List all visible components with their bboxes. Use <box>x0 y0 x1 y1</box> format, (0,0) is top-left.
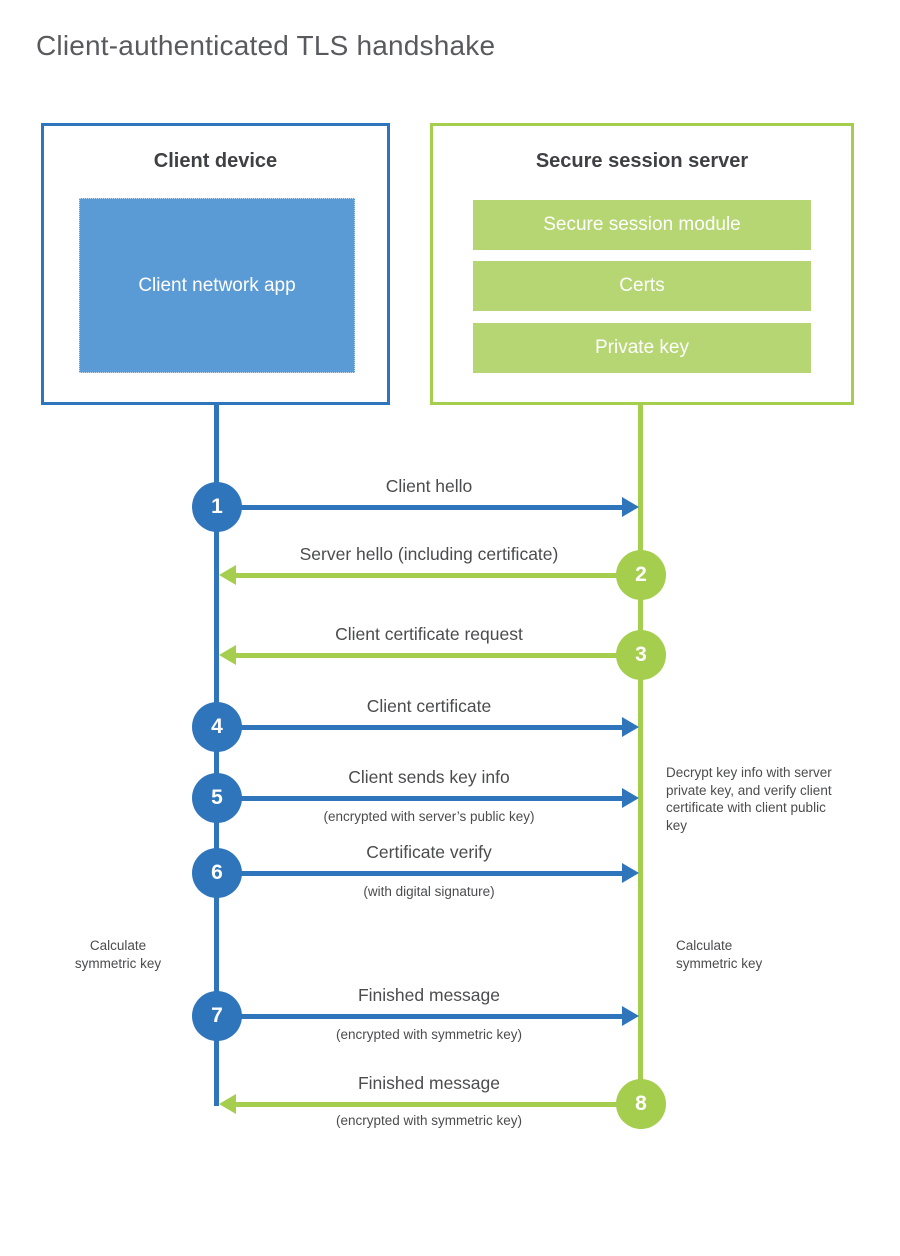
step-number-6: 6 <box>211 861 223 884</box>
client-network-app-label: Client network app <box>138 274 296 296</box>
message-label-4: Client certificate <box>366 696 492 716</box>
message-label-1: Client hello <box>385 476 473 496</box>
step-circle-3 <box>616 630 666 680</box>
client-device-box <box>41 123 390 405</box>
step-number-4: 4 <box>211 715 223 738</box>
step-circle-6 <box>192 848 242 898</box>
step-circle-5 <box>192 773 242 823</box>
decrypt-note: Decrypt key info with server private key, and verify client certificate with client public key <box>666 765 832 833</box>
arrow-head-left-icon <box>219 645 236 665</box>
server-module-private-key: Private key <box>473 323 811 373</box>
step-circle-7 <box>192 991 242 1041</box>
arrow-line-7 <box>240 1014 623 1019</box>
server-module-secure-session: Secure session module <box>473 200 811 250</box>
arrow-head-right-icon <box>622 717 639 737</box>
step-number-2: 2 <box>635 563 647 586</box>
arrow-line-8 <box>235 1102 618 1107</box>
calculate-symmetric-key-note-server: Calculate symmetric key <box>676 938 763 971</box>
message-label-2: Server hello (including certificate) <box>299 544 559 564</box>
step-number-5: 5 <box>211 786 223 809</box>
page-title: Client-authenticated TLS handshake <box>36 30 496 61</box>
step-number-1: 1 <box>211 495 223 518</box>
message-sublabel-6: (with digital signature) <box>363 884 495 899</box>
arrow-head-right-icon <box>622 1006 639 1026</box>
arrow-line-2 <box>235 573 618 578</box>
message-label-3: Client certificate request <box>335 624 523 644</box>
arrow-line-5 <box>240 796 623 801</box>
step-number-3: 3 <box>635 643 647 666</box>
arrow-head-right-icon <box>622 497 639 517</box>
arrow-head-left-icon <box>219 565 236 585</box>
message-label-8: Finished message <box>357 1073 501 1093</box>
step-circle-2 <box>616 550 666 600</box>
arrow-line-3 <box>235 653 618 658</box>
client-device-heading: Client device <box>153 150 278 172</box>
step-circle-1 <box>192 482 242 532</box>
message-sublabel-7: (encrypted with symmetric key) <box>335 1027 523 1042</box>
arrow-line-4 <box>240 725 623 730</box>
step-number-8: 8 <box>635 1092 647 1115</box>
secure-session-server-box <box>430 123 854 405</box>
secure-session-server-heading: Secure session server <box>535 150 749 172</box>
message-label-7: Finished message <box>357 985 501 1005</box>
message-sublabel-8: (encrypted with symmetric key) <box>335 1113 523 1128</box>
arrow-head-left-icon <box>219 1094 236 1114</box>
client-network-app-box <box>79 198 355 373</box>
arrow-line-1 <box>240 505 623 510</box>
step-circle-4 <box>192 702 242 752</box>
arrow-head-right-icon <box>622 788 639 808</box>
message-label-6: Certificate verify <box>366 842 492 862</box>
step-circle-8 <box>616 1079 666 1129</box>
server-module-certs: Certs <box>473 261 811 311</box>
message-sublabel-5: (encrypted with server’s public key) <box>323 809 535 824</box>
arrow-line-6 <box>240 871 623 876</box>
arrow-head-right-icon <box>622 863 639 883</box>
message-label-5: Client sends key info <box>348 767 510 787</box>
step-number-7: 7 <box>211 1004 223 1027</box>
calculate-symmetric-key-note-client: Calculate symmetric key <box>74 938 162 971</box>
